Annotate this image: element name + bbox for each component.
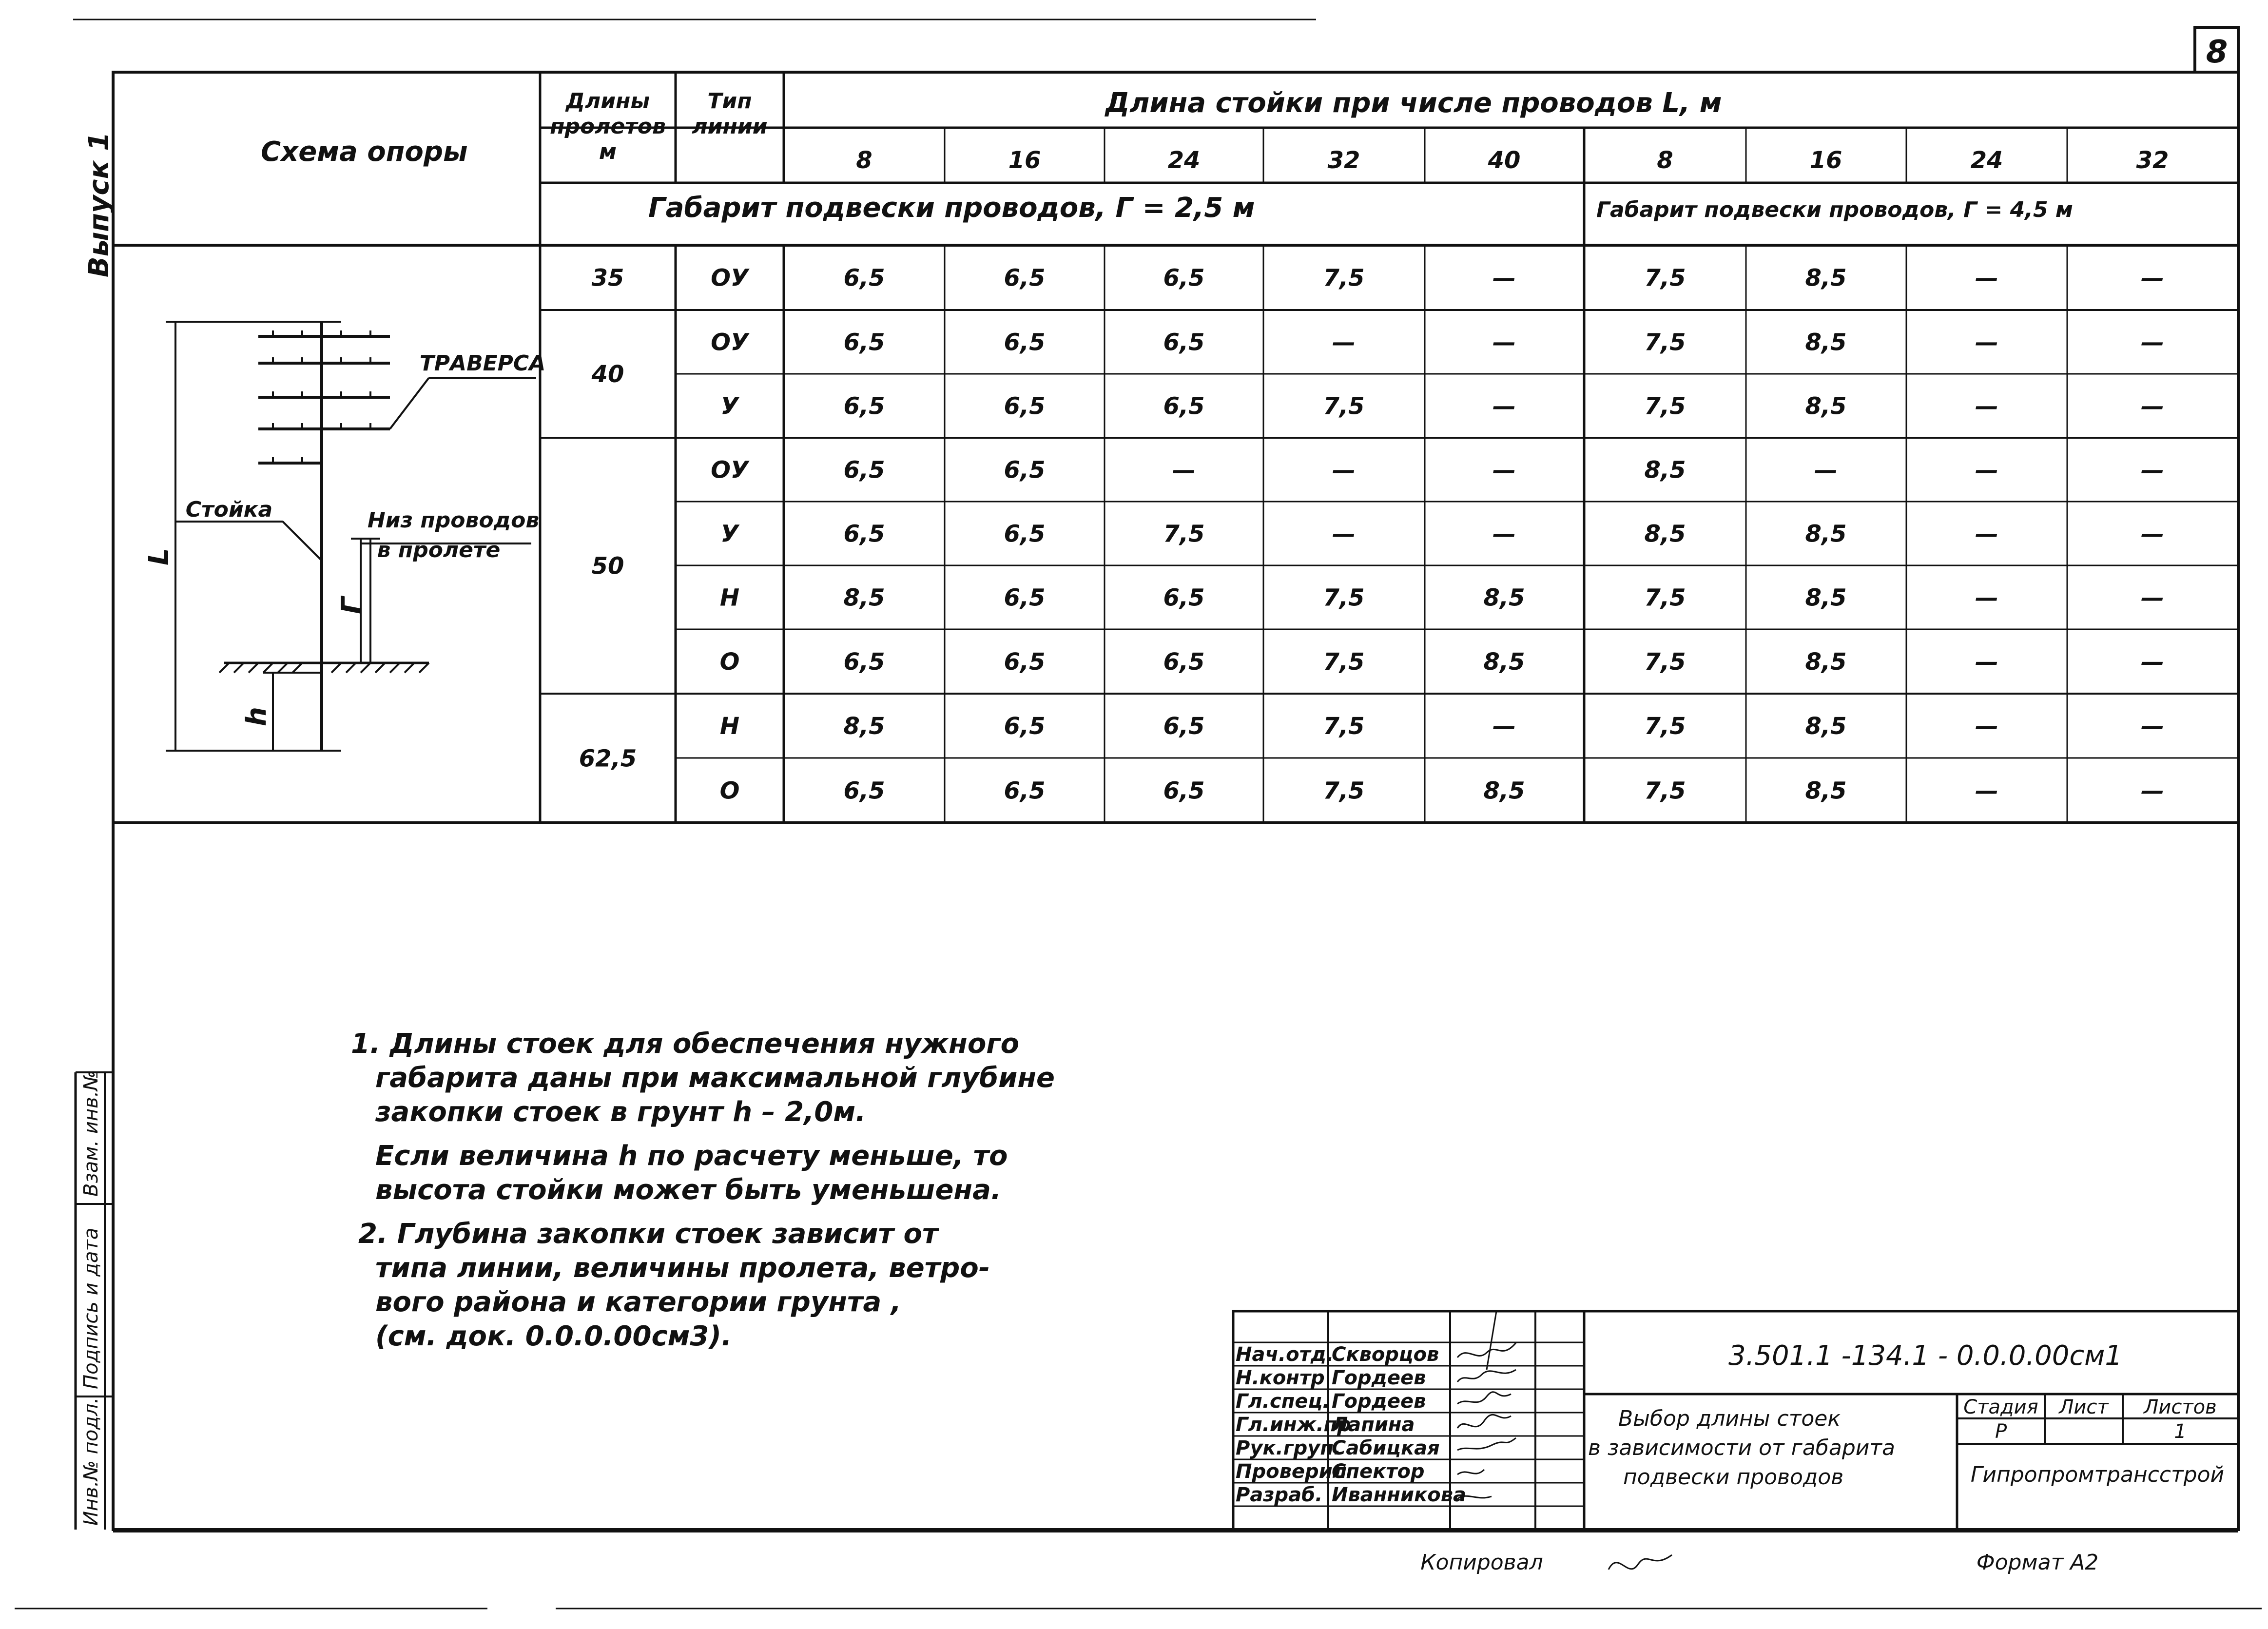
post-length-cell: 7,5 (1323, 264, 1365, 292)
line-type-cell: ОУ (711, 264, 749, 292)
note-line: (см. док. 0.0.0.00см3). (375, 1320, 732, 1352)
post-length-cell: 6,5 (843, 264, 885, 292)
wire-count: 24 (1167, 147, 1201, 174)
side-label: Выпуск 1 (83, 132, 115, 278)
role: Гл.инж.пр (1236, 1414, 1351, 1436)
post-length-cell: — (2141, 648, 2164, 676)
post-length-cell: 7,5 (1323, 584, 1365, 612)
post-length-cell: — (2141, 713, 2164, 740)
post-length-cell: — (1975, 456, 1998, 484)
post-length-cell: 6,5 (843, 648, 885, 676)
post-length-cell: 8,5 (843, 584, 885, 612)
wire-count: 24 (1970, 147, 2003, 174)
post-length-cell: 7,5 (1644, 584, 1686, 612)
post-length-cell: — (1172, 456, 1196, 484)
post-length-cell: 7,5 (1323, 713, 1365, 740)
span-cell: 35 (591, 264, 624, 292)
doc-title-line: Выбор длины стоек (1618, 1406, 1841, 1431)
note-line: вого района и категории грунта , (375, 1286, 902, 1318)
post-length-cell: 6,5 (1004, 520, 1046, 548)
post-length-cell: 7,5 (1323, 392, 1365, 420)
line-type-cell: О (719, 777, 740, 805)
role: Н.контр (1236, 1367, 1325, 1389)
line-type-cell: У (720, 520, 739, 548)
post-length-cell: 6,5 (843, 329, 885, 356)
wire-count: 16 (1809, 147, 1842, 174)
note-line: высота стойки может быть уменьшена. (375, 1174, 1002, 1206)
line-type-cell: О (719, 648, 740, 676)
post-length-cell: — (1332, 456, 1356, 484)
post-length-cell: — (1493, 264, 1516, 292)
name: Скворцов (1332, 1343, 1439, 1366)
post-length-cell: 6,5 (1163, 713, 1205, 740)
post-length-cell: — (1975, 584, 1998, 612)
doc-title (1588, 1406, 1895, 1490)
post-length-cell: 8,5 (1805, 713, 1847, 740)
post-length-cell: — (1975, 392, 1998, 420)
note-line: Если величина h по расчету меньше, то (375, 1140, 1008, 1172)
wire-count: 8 (1657, 147, 1673, 174)
line-type-cell: ОУ (711, 456, 749, 484)
post-length-cell: 7,5 (1644, 648, 1686, 676)
post-length-header: Длина стойки при числе проводов L, м (1105, 87, 1722, 119)
name: Иванникова (1332, 1484, 1467, 1506)
post-length-cell: — (1814, 456, 1838, 484)
post-length-cell: 8,5 (1805, 520, 1847, 548)
post-length-cell: 7,5 (1644, 777, 1686, 805)
post-length-cell: 8,5 (1805, 264, 1847, 292)
post-length-cell: 6,5 (843, 777, 885, 805)
h-label: h (241, 707, 272, 726)
org-name: Гипропромтрансстрой (1970, 1462, 2225, 1487)
copied-label: Копировал (1420, 1550, 1543, 1575)
role: Нач.отд. (1236, 1343, 1334, 1366)
post-length-cell: 6,5 (1163, 584, 1205, 612)
wire-count: 32 (1327, 147, 1360, 174)
doc-code: 3.501.1 -134.1 - 0.0.0.00см1 (1728, 1340, 2123, 1372)
role: Гл.спец. (1236, 1390, 1330, 1413)
span-length-header-3: м (599, 139, 617, 164)
post-length-cell: — (2141, 392, 2164, 420)
post-length-cell: 6,5 (1163, 264, 1205, 292)
line-type-cell: У (720, 392, 739, 420)
post-length-cell: 6,5 (843, 456, 885, 484)
wire-count: 40 (1488, 147, 1521, 174)
post-length-cell: 7,5 (1644, 713, 1686, 740)
note-line: 1. Длины стоек для обеспечения нужного (351, 1028, 1020, 1060)
name: Лапина (1332, 1414, 1415, 1436)
post-length-cell: 8,5 (1483, 584, 1525, 612)
name: Гордеев (1332, 1367, 1426, 1389)
post-length-cell: — (1493, 329, 1516, 356)
wire-count: 16 (1008, 147, 1041, 174)
role: Рук.груп. (1236, 1437, 1341, 1459)
post-length-cell: — (2141, 329, 2164, 356)
post-length-cell: — (1975, 329, 1998, 356)
post-length-cell: 8,5 (1483, 777, 1525, 805)
wires-low-label: Низ проводов (367, 508, 540, 533)
post-length-cell: — (1975, 648, 1998, 676)
line-type-header-1: Тип (707, 89, 752, 114)
post-length-cell: — (1975, 713, 1998, 740)
post-length-cell: 7,5 (1644, 264, 1686, 292)
sheet-number: 8 (2206, 34, 2228, 70)
post-length-cell: — (1975, 777, 1998, 805)
post-length-cell: 7,5 (1644, 392, 1686, 420)
role: Разраб. (1236, 1484, 1323, 1506)
sheet-label: Лист (2059, 1396, 2109, 1418)
post-length-cell: 6,5 (1004, 713, 1046, 740)
post-length-cell: 8,5 (1805, 584, 1847, 612)
post-length-cell: — (1332, 329, 1356, 356)
post-length-cell: 6,5 (1004, 392, 1046, 420)
post-length-cell: 6,5 (1163, 329, 1205, 356)
wire-count-header-a (856, 147, 1520, 174)
post-length-cell: 6,5 (1004, 264, 1046, 292)
post-length-cell: 8,5 (1805, 392, 1847, 420)
signatures (1457, 1311, 1516, 1499)
post-length-cell: 7,5 (1163, 520, 1205, 548)
post-length-cell: 7,5 (1323, 777, 1365, 805)
post-length-cell: 8,5 (1483, 648, 1525, 676)
span-cell: 62,5 (579, 745, 637, 773)
scheme-header: Схема опоры (261, 136, 468, 168)
wire-count: 8 (856, 147, 872, 174)
post-length-cell: — (1493, 392, 1516, 420)
post-length-cell: 8,5 (1805, 648, 1847, 676)
post-length-cell: — (1332, 520, 1356, 548)
span-length-header-2: пролетов (550, 114, 666, 139)
post-length-cell: 6,5 (1163, 392, 1205, 420)
line-type-cell: Н (719, 584, 740, 612)
note-line: закопки стоек в грунт h – 2,0м. (375, 1096, 866, 1128)
notes (351, 1028, 1055, 1352)
post-label: Стойка (185, 497, 273, 522)
post-length-cell: — (2141, 520, 2164, 548)
traverse-label: ТРАВЕРСА (419, 351, 546, 376)
post-length-cell: 6,5 (1163, 777, 1205, 805)
name: Гордеев (1332, 1390, 1426, 1413)
doc-title-line: подвески проводов (1623, 1465, 1844, 1490)
strip-sign-label: Подпись и дата (80, 1227, 102, 1389)
stamp-names (1331, 1343, 1466, 1506)
post-length-cell: 6,5 (843, 520, 885, 548)
L-label: L (143, 548, 175, 565)
span-length-header-1: Длины (565, 89, 650, 114)
strip-replace-label: Взам. инв.№ (80, 1070, 102, 1197)
post-length-cell: — (1493, 713, 1516, 740)
strip-inv-label: Инв.№ подл. (80, 1397, 102, 1526)
doc-title-line: в зависимости от габарита (1588, 1435, 1895, 1460)
post-length-cell: — (1975, 520, 1998, 548)
in-span-label: в пролете (377, 538, 501, 562)
post-length-cell: — (2141, 264, 2164, 292)
G-label: Г (336, 597, 368, 614)
wire-count-header-b (1657, 147, 2169, 174)
post-length-cell: 6,5 (1004, 329, 1046, 356)
note-line: 2. Глубина закопки стоек зависит от (358, 1218, 938, 1250)
note-line: габарита даны при максимальной глубине (375, 1062, 1055, 1094)
post-length-cell: — (1493, 456, 1516, 484)
stage-value: Р (1995, 1420, 2007, 1443)
post-length-cell: 8,5 (1805, 777, 1847, 805)
stage-label: Стадия (1963, 1396, 2038, 1418)
wire-count: 32 (2136, 147, 2169, 174)
post-length-cell: 6,5 (843, 392, 885, 420)
gabarit-b-label: Габарит подвески проводов, Г = 4,5 м (1596, 197, 2073, 222)
line-type-cell: ОУ (711, 329, 749, 356)
table-body (579, 265, 2164, 805)
post-length-cell: 7,5 (1323, 648, 1365, 676)
post-length-cell: — (2141, 777, 2164, 805)
post-length-cell: — (2141, 584, 2164, 612)
post-length-cell: 6,5 (1004, 456, 1046, 484)
note-line: типа линии, величины пролета, ветро- (375, 1252, 990, 1284)
name: Сабицкая (1332, 1437, 1440, 1459)
line-type-cell: Н (719, 713, 740, 740)
post-length-cell: — (1493, 520, 1516, 548)
span-cell: 40 (591, 361, 624, 388)
gabarit-a-label: Габарит подвески проводов, Г = 2,5 м (648, 192, 1255, 224)
post-length-cell: — (1975, 264, 1998, 292)
post-length-cell: 8,5 (1805, 329, 1847, 356)
post-length-cell: — (2141, 456, 2164, 484)
post-length-cell: 6,5 (1004, 584, 1046, 612)
sheets-value: 1 (2174, 1420, 2187, 1443)
post-length-cell: 6,5 (1004, 777, 1046, 805)
span-cell: 50 (591, 552, 624, 580)
post-length-cell: 8,5 (843, 713, 885, 740)
sheets-label: Листов (2144, 1396, 2217, 1418)
post-length-cell: 7,5 (1644, 329, 1686, 356)
copier-signature (1609, 1555, 1672, 1570)
pole-diagram (166, 322, 536, 751)
post-length-cell: 6,5 (1004, 648, 1046, 676)
post-length-cell: 8,5 (1644, 456, 1686, 484)
post-length-cell: 8,5 (1644, 520, 1686, 548)
role: Проверил (1236, 1460, 1347, 1483)
post-length-cell: 6,5 (1163, 648, 1205, 676)
name: Спектор (1332, 1460, 1425, 1483)
line-type-header-2: линии (692, 114, 768, 139)
format-label: Формат А2 (1976, 1550, 2099, 1575)
